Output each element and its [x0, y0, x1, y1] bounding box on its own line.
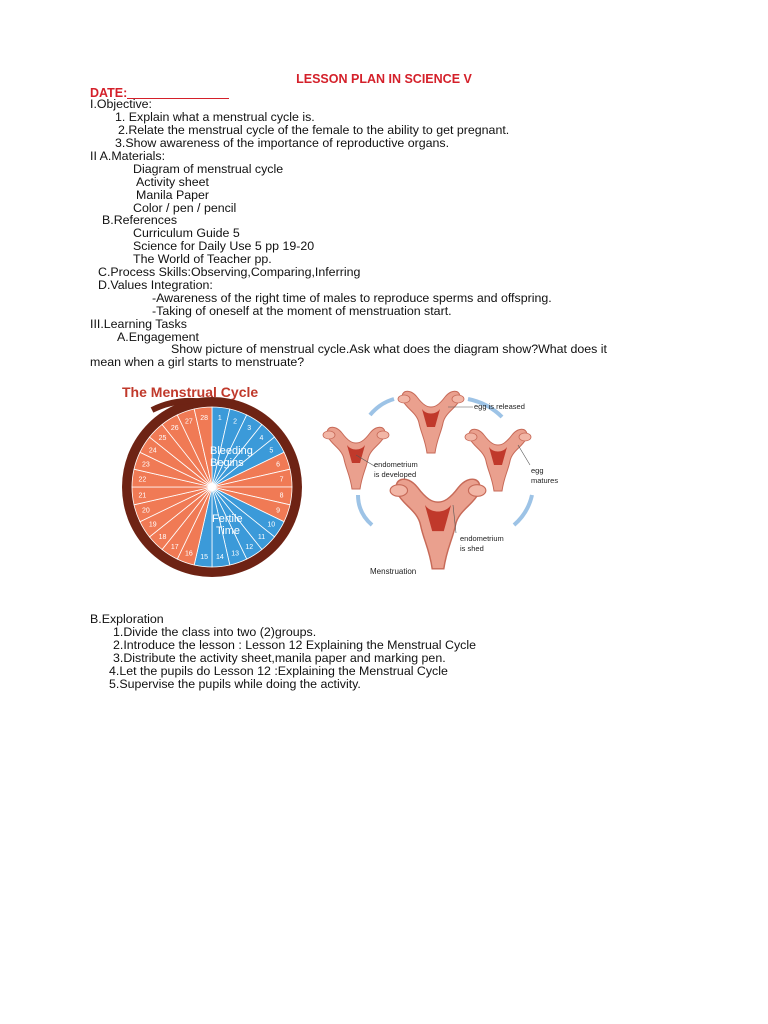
exploration-item-4: 4.Let the pupils do Lesson 12 :Explaining the Menstrual Cycle: [109, 664, 448, 678]
cycle-arrow-4: [358, 495, 372, 525]
wheel-day-number-25: 25: [158, 435, 167, 442]
objective-heading: I.Objective:: [90, 97, 152, 111]
learning-tasks-heading: III.Learning Tasks: [90, 317, 187, 331]
label-endometrium-dev-1: endometrium: [374, 460, 418, 469]
bleeding-label-2: Begins: [210, 457, 244, 469]
fertile-label-2: Time: [216, 525, 241, 537]
pointer-egg-matures: [518, 445, 530, 465]
date-label: DATE:: [90, 86, 128, 100]
wheel-day-number-3: 3: [247, 425, 252, 433]
menstrual-cycle-wheel: [104, 376, 314, 581]
label-egg-released: egg is released: [474, 402, 525, 411]
label-menstruation: Menstruation: [370, 567, 417, 576]
wheel-day-number-17: 17: [170, 543, 179, 551]
material-item-4: Color / pen / pencil: [133, 201, 237, 215]
values-item-1: -Awareness of the right time of males to reproduce sperms and offspring.: [152, 291, 552, 305]
wheel-day-number-19: 19: [148, 521, 157, 529]
exploration-item-2: 2.Introduce the lesson : Lesson 12 Explaining the Menstrual Cycle: [113, 638, 476, 652]
label-endometrium-dev-2: is developed: [374, 470, 417, 479]
wheel-day-number-7: 7: [279, 476, 284, 484]
objective-item-3: 3.Show awareness of the importance of reproductive organs.: [115, 136, 450, 150]
references-heading: B.References: [102, 213, 178, 227]
wheel-day-number-2: 2: [233, 418, 238, 426]
wheel-day-number-23: 23: [142, 461, 150, 469]
label-egg-matures-2: matures: [531, 476, 559, 485]
wheel-day-number-28: 28: [200, 414, 209, 422]
material-item-3: Manila Paper: [136, 188, 210, 202]
wheel-day-number-11: 11: [257, 534, 266, 541]
wheel-day-number-9: 9: [276, 507, 281, 515]
exploration-item-3: 3.Distribute the activity sheet,manila paper and marking pen.: [113, 651, 446, 665]
wheel-day-number-4: 4: [259, 435, 264, 442]
bleeding-label-1: Bleeding: [210, 445, 253, 457]
exploration-item-5: 5.Supervise the pupils while doing the activity.: [109, 677, 361, 691]
fertile-label-1: Fertile: [212, 513, 243, 525]
label-endometrium-shed-2: is shed: [460, 544, 484, 553]
wheel-day-number-26: 26: [170, 425, 179, 433]
page-title: LESSON PLAN IN SCIENCE V: [296, 72, 472, 86]
wheel-day-number-16: 16: [184, 550, 193, 558]
wheel-day-number-18: 18: [158, 534, 167, 541]
uterus-left: [323, 427, 389, 489]
objective-item-2: 2.Relate the menstrual cycle of the female to the ability to get pregnant.: [118, 123, 510, 137]
uterus-top: [398, 391, 464, 453]
wheel-heading: The Menstrual Cycle: [122, 384, 259, 400]
wheel-day-number-27: 27: [184, 418, 193, 426]
reference-item-3: The World of Teacher pp.: [133, 252, 272, 266]
wheel-day-number-8: 8: [279, 492, 284, 500]
wheel-day-number-12: 12: [245, 543, 254, 551]
cycle-arrow-3: [514, 495, 532, 525]
wheel-day-number-5: 5: [269, 447, 274, 455]
reference-item-1: Curriculum Guide 5: [133, 226, 240, 240]
engagement-heading: A.Engagement: [117, 330, 199, 344]
wheel-day-number-14: 14: [215, 554, 224, 562]
wheel-day-number-24: 24: [148, 447, 157, 455]
values-heading: D.Values Integration:: [98, 278, 213, 292]
material-item-1: Diagram of menstrual cycle: [133, 162, 284, 176]
label-endometrium-shed-1: endometrium: [460, 534, 504, 543]
material-item-2: Activity sheet: [136, 175, 209, 189]
wheel-slices: [132, 407, 292, 567]
wheel-day-number-13: 13: [231, 550, 240, 558]
wheel-day-number-6: 6: [276, 461, 281, 469]
uterus-bottom: [390, 479, 486, 569]
label-egg-matures-1: egg: [531, 466, 544, 475]
engagement-text-2: mean when a girl starts to menstruate?: [90, 355, 305, 369]
wheel-day-number-20: 20: [142, 507, 150, 515]
values-item-2: -Taking of oneself at the moment of menstruation start.: [152, 304, 452, 318]
uterus-cycle-diagram: [318, 385, 568, 580]
reference-item-2: Science for Daily Use 5 pp 19-20: [133, 239, 315, 253]
wheel-day-number-1: 1: [217, 414, 222, 422]
process-skills: C.Process Skills:Observing,Comparing,Inferring: [98, 265, 361, 279]
materials-heading: II A.Materials:: [90, 149, 166, 163]
exploration-item-1: 1.Divide the class into two (2)groups.: [113, 625, 317, 639]
wheel-day-number-22: 22: [138, 476, 147, 484]
cycle-arrow-1: [370, 399, 394, 415]
engagement-text-1: Show picture of menstrual cycle.Ask what does the diagram show?What does it: [171, 342, 607, 356]
wheel-day-number-10: 10: [267, 521, 276, 529]
objective-item-1: 1. Explain what a menstrual cycle is.: [115, 110, 315, 124]
exploration-heading: B.Exploration: [90, 612, 164, 626]
wheel-day-number-15: 15: [200, 554, 209, 562]
wheel-day-number-21: 21: [138, 492, 147, 500]
